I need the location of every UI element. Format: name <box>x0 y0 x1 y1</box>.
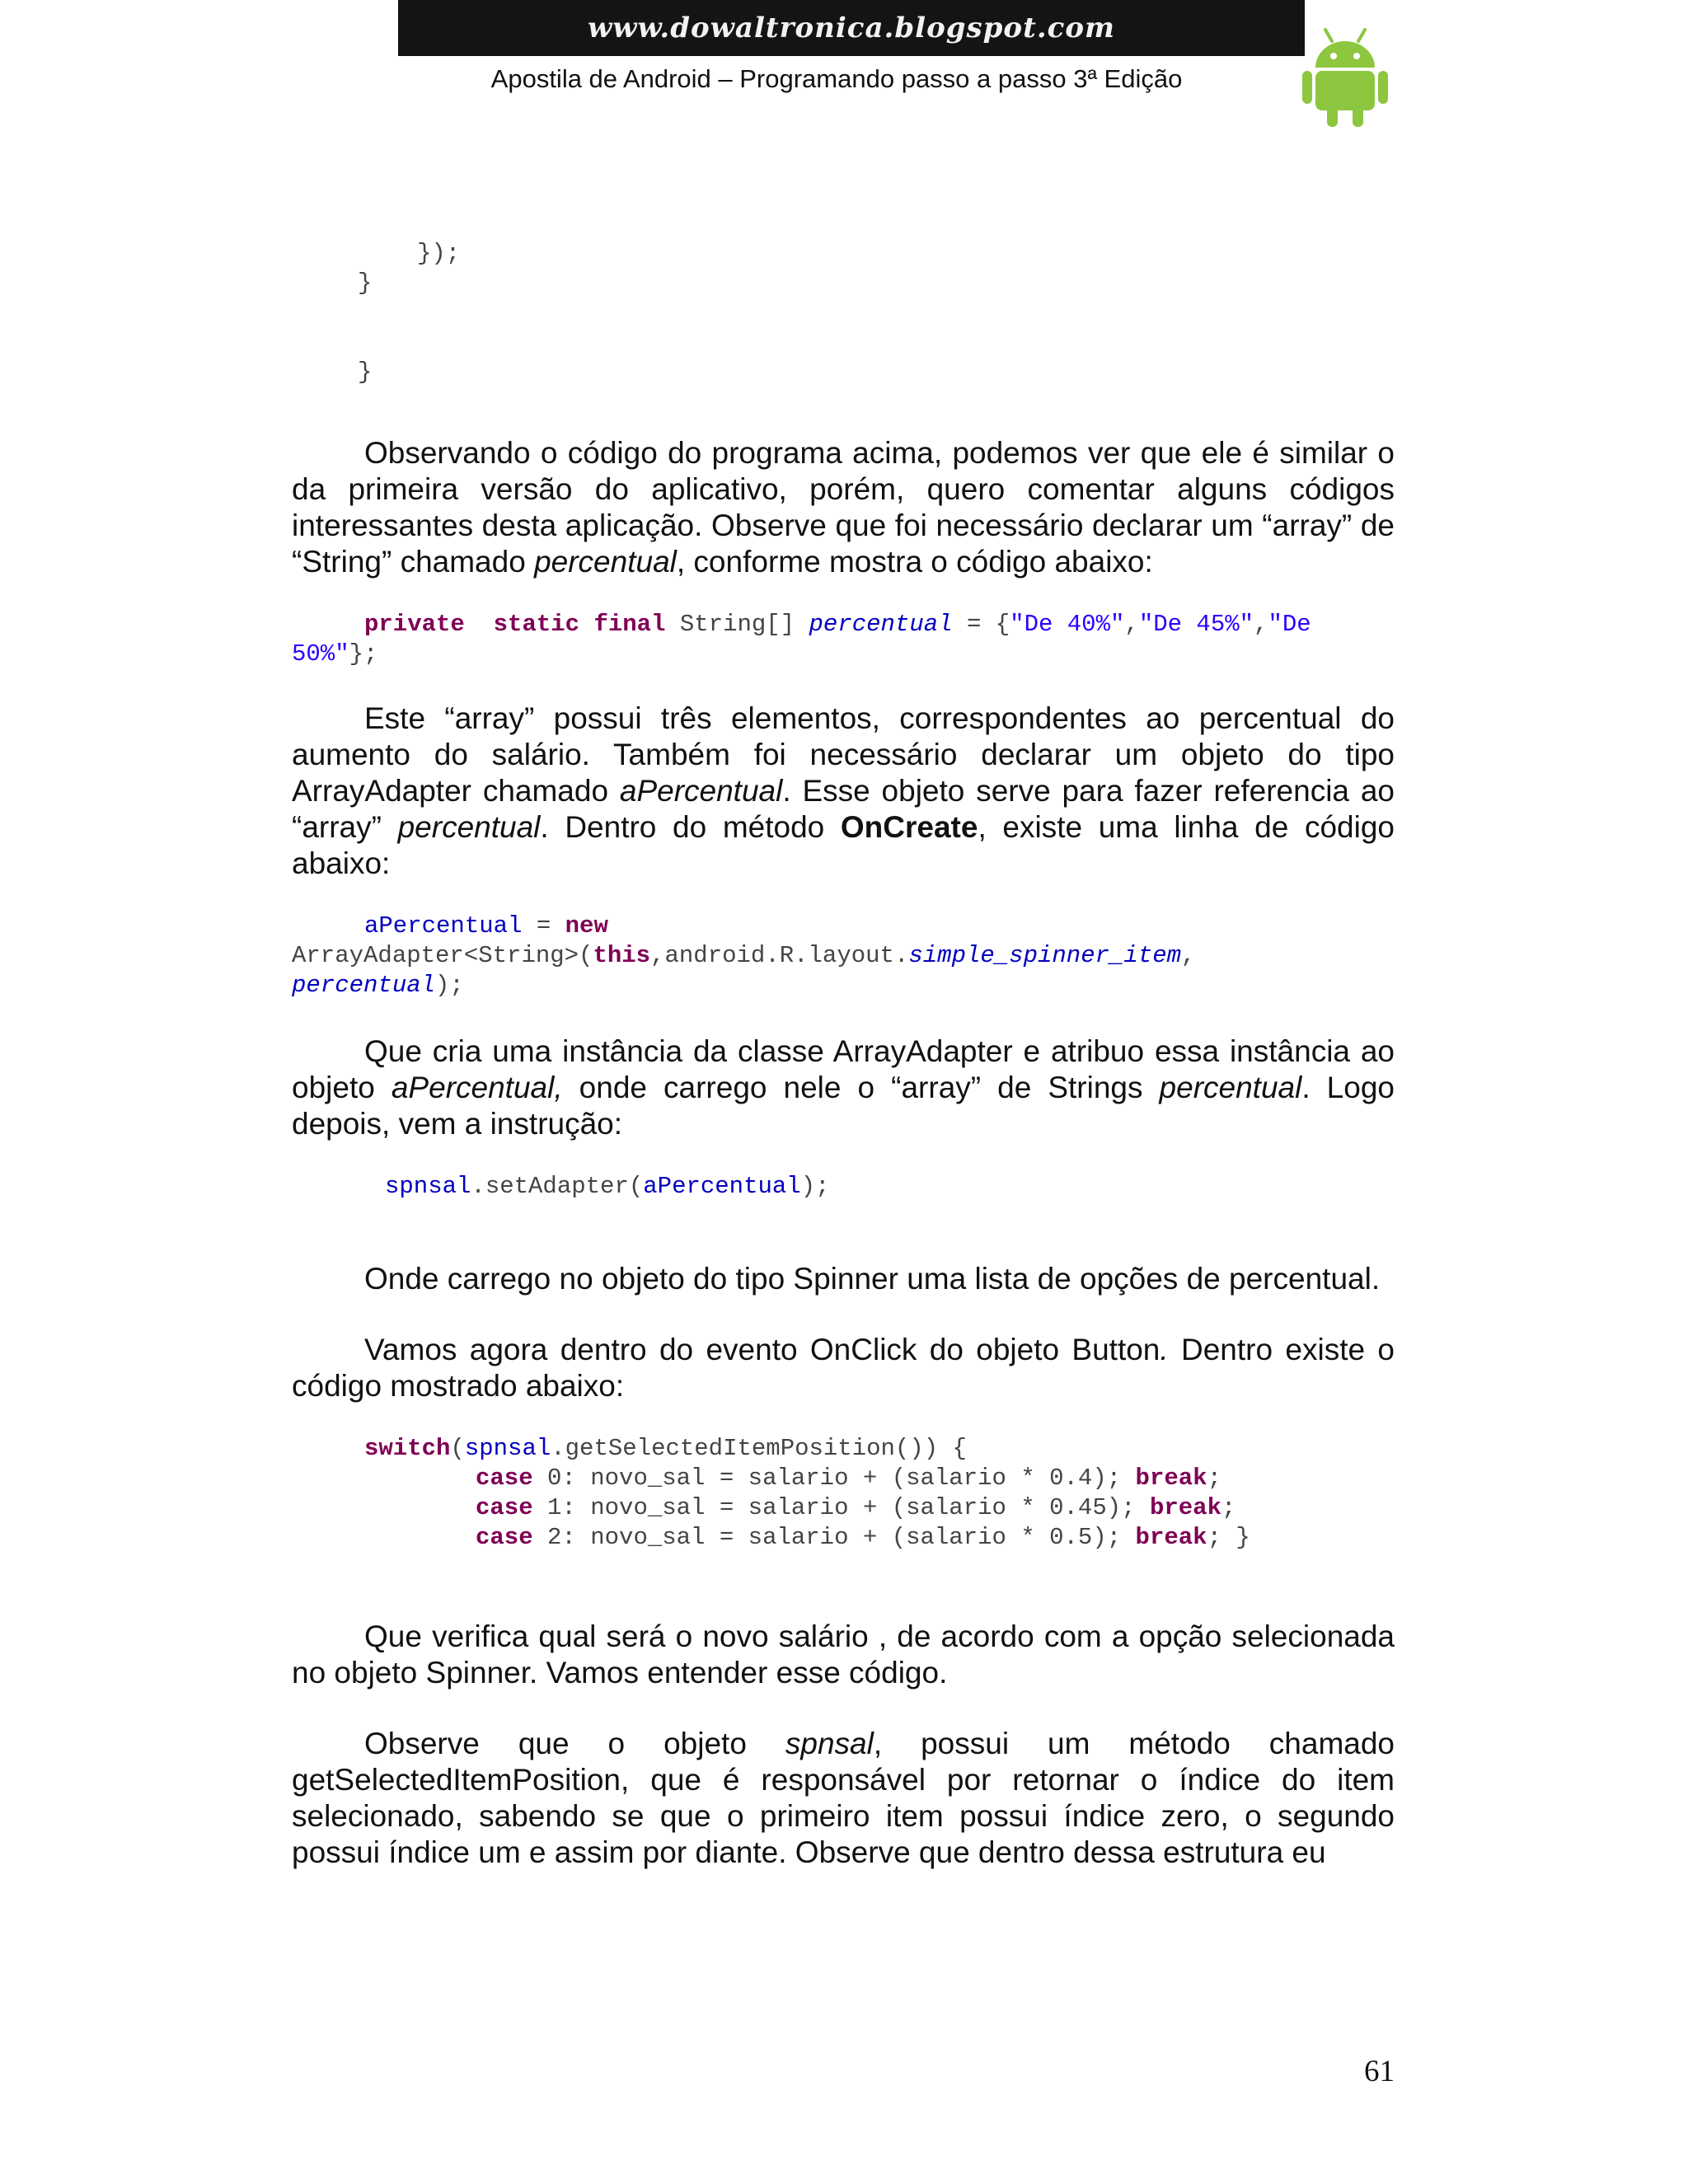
page-number: 61 <box>1364 2055 1395 2088</box>
code-block-switch: switch(spnsal.getSelectedItemPosition()) { case 0: novo_sal = salario + (salario * 0.4); break; case 1: novo_sal = salario + (salario * 0.45); break; case 2: novo_sal = salario + (salario * 0.5); break; } <box>364 1435 1250 1551</box>
paragraph: Que verifica qual será o novo salário , de acordo com a opção selecionada no objeto Spinner. Vamos entender esse código. <box>292 1619 1395 1690</box>
paragraph: Observe que o objeto spnsal, possui um método chamado getSelectedItemPosition, que é responsável por retornar o índice do item selecionado, sabendo se que o primeiro item possui índice zero, o segundo possui índice um e assim por diante. Observe que dentro dessa estrutura eu <box>292 1727 1395 1869</box>
paragraph: Este “array” possui três elementos, correspondentes ao percentual do aumento do salário. Também foi necessário declarar um objeto do tipo ArrayAdapter chamado aPercentual. Esse objeto serve para fazer referencia ao “array” percentual. Dentro do método OnCreate, existe uma linha de código abaixo: <box>292 701 1395 880</box>
code-line: } <box>358 359 373 386</box>
paragraph: Vamos agora dentro do evento OnClick do objeto Button. Dentro existe o código mostrado abaixo: <box>292 1333 1395 1403</box>
header-title: Apostila de Android – Programando passo a passo 3ª Edição <box>490 64 1183 93</box>
android-robot-icon <box>1302 25 1388 128</box>
code-block-adapter: aPercentual = new ArrayAdapter<String>(this,android.R.layout.simple_spinner_item, percentual); <box>292 912 1196 999</box>
page-content <box>292 239 1395 1871</box>
paragraph: Onde carrego no objeto do tipo Spinner uma lista de opções de percentual. <box>364 1262 1381 1296</box>
code-block-set-adapter: spnsal.setAdapter(aPercentual); <box>385 1173 830 1200</box>
code-block-top <box>292 239 1395 387</box>
paragraph: Que cria uma instância da classe ArrayAdapter e atribuo essa instância ao objeto aPercentual, onde carrego nele o “array” de Strings percentual. Logo depois, vem a instrução: <box>292 1034 1395 1141</box>
code-line: } <box>358 269 373 297</box>
banner-url: www.dowaltronica.blogspot.com <box>587 12 1116 45</box>
code-block-array-declaration: private static final String[] percentual = {"De 40%","De 45%","De 50%"}; <box>292 611 1311 668</box>
code-line: }); <box>417 240 461 267</box>
paragraph: Observando o código do programa acima, podemos ver que ele é similar o da primeira versão do aplicativo, porém, quero comentar alguns códigos interessantes desta aplicação. Observe que foi necessário declarar um “array” de “String” chamado percentual, conforme mostra o código abaixo: <box>292 436 1395 579</box>
header-banner <box>398 0 1305 56</box>
